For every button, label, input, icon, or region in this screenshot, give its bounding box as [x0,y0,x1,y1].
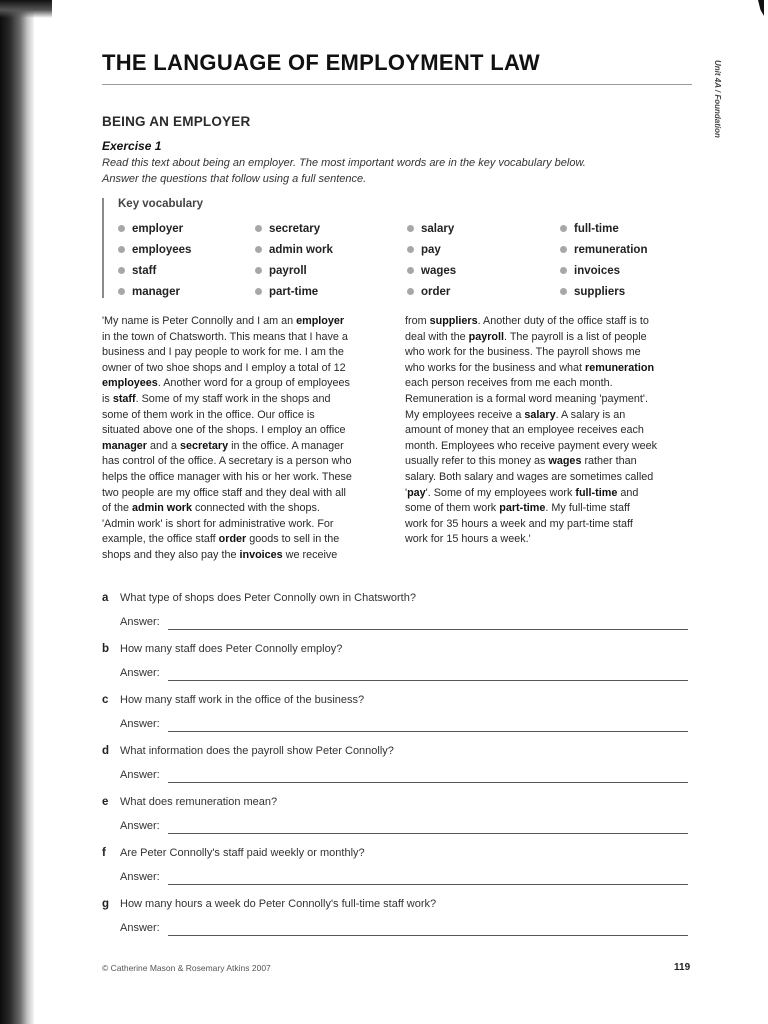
passage-text: from [405,315,430,327]
passage-line [102,439,374,455]
passage-text: month. Employees who receive payment every week [405,439,658,452]
passage-text: ' [405,486,408,499]
passage-text: work for 35 hours a week and my part-time staff [405,517,633,530]
vocab-term: admin work [269,243,333,256]
passage-text: rather than [581,455,637,468]
vocab-term: order [421,285,451,298]
key-term: part-time [499,502,546,515]
vocab-term: staff [132,264,157,277]
passage-line [405,501,677,517]
passage-line [405,439,677,455]
vocab-term: employer [132,222,184,235]
bullet-icon [560,246,567,253]
question-text: How many staff work in the office of the business? [120,694,365,706]
passage-text: each person receives from me each month. [405,377,613,390]
key-term: staff [112,392,136,405]
vocab-item [118,281,191,302]
passage-text: amount of money that an employee receives each [405,424,644,437]
answer-label: Answer: [120,667,160,679]
passage-text: some of them work in the office. Our office is [102,408,315,421]
page-number: 119 [674,962,691,973]
answer-field[interactable] [168,616,688,630]
vocab-item [407,260,456,281]
bullet-icon [255,288,262,295]
passage-line [102,454,374,470]
key-term: full-time [575,486,618,499]
vocab-item [560,281,648,302]
unit-side-tab: Unit 4A / Foundation [713,60,722,138]
passage-text: who work for the business. The payroll shows me [405,346,641,359]
passage-text: in the town of Chatsworth. This means that I have a [102,330,348,343]
passage-line [102,392,374,408]
passage-text: work for 15 hours a week.' [405,533,531,546]
bullet-icon [560,267,567,274]
passage-text: shops and they also pay the [102,548,240,561]
key-term: payroll [468,330,505,343]
passage-text: . Another duty of the office staff is to [477,315,649,327]
passage-text: helps the office manager with his or her work. These [102,470,352,483]
vocab-item [118,239,191,260]
key-term: wages [548,455,582,468]
answer-label: Answer: [120,820,160,832]
vocab-column [118,218,191,302]
answer-label: Answer: [120,718,160,730]
answer-label: Answer: [120,871,160,883]
question-text: Are Peter Connolly's staff paid weekly or monthly? [120,847,365,859]
passage-line [102,423,374,439]
vocab-item [255,281,333,302]
passage-right-column [405,314,677,548]
answer-field[interactable] [168,871,688,885]
key-term: remuneration [585,361,655,374]
passage-line [102,470,374,486]
passage-text: salary. Both salary and wages are sometimes called [405,470,654,483]
passage-text: and [617,486,639,499]
vocab-item [255,260,333,281]
passage-text: owner of two shoe shops and I employ a total of 12 [102,361,346,374]
vocab-column [560,218,648,302]
passage-text: in the office. A manager [228,439,344,452]
key-term: salary [524,408,556,421]
key-term: invoices [239,548,283,561]
bullet-icon [560,225,567,232]
passage-text: who works for the business and what [405,361,586,374]
passage-line [102,314,374,330]
vocab-item [118,260,191,281]
vocab-term: full-time [574,222,619,235]
vocab-item [560,239,648,260]
passage-line [405,454,677,470]
answer-label: Answer: [120,922,160,934]
passage-text: . Some of my staff work in the shops and [135,392,331,405]
passage-line [405,486,677,502]
passage-line [102,361,374,377]
vocab-term: secretary [269,222,321,235]
vocab-term: manager [132,285,180,298]
passage-line [405,423,677,439]
vocab-term: invoices [574,264,621,277]
passage-text: connected with the shops. [192,502,320,515]
passage-text: and a [147,439,181,452]
passage-left-column [102,314,374,564]
passage-line [102,486,374,502]
passage-text: of the [102,502,133,515]
passage-text: . Another word for a group of employees [157,377,350,390]
passage-line [102,345,374,361]
passage-text: situated above one of the shops. I employ an office [102,424,346,437]
passage-line [405,408,677,424]
vocab-term: employees [132,243,192,256]
question-letter: g [102,898,110,910]
passage-text: is [102,392,113,405]
passage-text: . My full-time staff [545,502,630,515]
vocab-item [407,218,456,239]
question-text: How many staff does Peter Connolly employ? [120,643,343,655]
question-text: How many hours a week do Peter Connolly's full-time staff work? [120,898,437,910]
key-vocabulary-box [102,198,704,298]
passage-text: business and I pay people to work for me. I am the [102,346,344,359]
question-letter: c [102,694,109,706]
answer-field[interactable] [168,922,688,936]
vocab-item [407,281,456,302]
passage-line [405,392,677,408]
question-letter: e [102,796,109,808]
bullet-icon [118,288,125,295]
bullet-icon [118,225,125,232]
passage-text: some of them work [405,502,500,515]
passage-line [102,501,374,517]
answer-label: Answer: [120,769,160,781]
key-term: secretary [180,439,229,452]
passage-line [102,376,374,392]
vocab-item [407,239,456,260]
copyright-footer: © Catherine Mason & Rosemary Atkins 2007 [102,963,271,973]
passage-text: 'Admin work' is short for administrative work. For [102,517,334,530]
passage-line [405,532,677,548]
passage-text: 'My name is Peter Connolly and I am an [102,315,297,327]
question-letter: f [102,847,106,859]
answer-field[interactable] [168,820,688,834]
top-shadow [0,0,52,18]
passage-line [405,330,677,346]
bullet-icon [560,288,567,295]
passage-line [405,314,677,330]
bullet-icon [255,246,262,253]
vocab-item [560,260,648,281]
passage-text: usually refer to this money as [405,455,549,468]
passage-line [405,361,677,377]
vocab-term: remuneration [574,243,648,256]
passage-line [102,330,374,346]
passage-text: . A salary is an [555,408,626,421]
key-term: employees [102,377,158,390]
instruction-line-2: Answer the questions that follow using a full sentence. [102,173,367,185]
question-letter: d [102,745,110,757]
passage-text: My employees receive a [405,408,525,421]
passage-text: example, the office staff [102,533,219,546]
passage-line [405,517,677,533]
vocab-column [255,218,333,302]
bullet-icon [407,225,414,232]
passage-line [102,548,374,564]
vocab-item [255,239,333,260]
key-term: admin work [132,502,193,515]
question-text: What does remuneration mean? [120,796,278,808]
vocab-term: wages [421,264,457,277]
passage-text: '. Some of my employees work [425,486,576,499]
key-term: manager [102,439,148,452]
passage-line [102,532,374,548]
passage-text: Remuneration is a formal word meaning 'payment'. [405,392,648,405]
vocab-term: salary [421,222,455,235]
answer-field[interactable] [168,667,688,681]
section-heading: BEING AN EMPLOYER [102,114,251,129]
key-term: employer [296,315,345,327]
title-divider [102,84,692,85]
bullet-icon [255,267,262,274]
passage-line [405,345,677,361]
bullet-icon [118,267,125,274]
vocab-term: part-time [269,285,319,298]
passage-line [102,408,374,424]
passage-text: has control of the office. A secretary is a person who [102,455,352,468]
answer-label: Answer: [120,616,160,628]
passage-line [405,376,677,392]
key-term: pay [407,486,426,499]
instruction-line-1: Read this text about being an employer. The most important words are in the key vocabulary below. [102,157,586,169]
passage-line [102,517,374,533]
vocab-column [407,218,456,302]
question-letter: b [102,643,110,655]
exercise-title: Exercise 1 [102,139,162,153]
vocab-term: payroll [269,264,307,277]
key-term: order [218,533,247,546]
bullet-icon [407,246,414,253]
passage-text: two people are my office staff and they deal with all [102,486,346,499]
bullet-icon [407,267,414,274]
bullet-icon [407,288,414,295]
answer-field[interactable] [168,718,688,732]
passage-line [405,470,677,486]
question-text: What information does the payroll show Peter Connolly? [120,745,394,757]
answer-field[interactable] [168,769,688,783]
book-spine-shadow [0,0,34,1024]
page-title: THE LANGUAGE OF EMPLOYMENT LAW [102,50,540,75]
question-letter: a [102,592,109,604]
bullet-icon [118,246,125,253]
passage-text: . The payroll is a list of people [504,330,647,343]
question-text: What type of shops does Peter Connolly own in Chatsworth? [120,592,416,604]
exercise-instructions [102,155,682,187]
passage-text: deal with the [405,330,469,343]
passage-text: we receive [282,548,338,561]
passage-text: goods to sell in the [246,533,340,546]
vocab-item [255,218,333,239]
bullet-icon [255,225,262,232]
corner-mark [758,0,764,16]
vocab-item [560,218,648,239]
vocab-heading: Key vocabulary [118,198,204,210]
vocab-item [118,218,191,239]
vocab-term: suppliers [574,285,626,298]
vocab-term: pay [421,243,441,256]
key-term: suppliers [429,315,478,327]
